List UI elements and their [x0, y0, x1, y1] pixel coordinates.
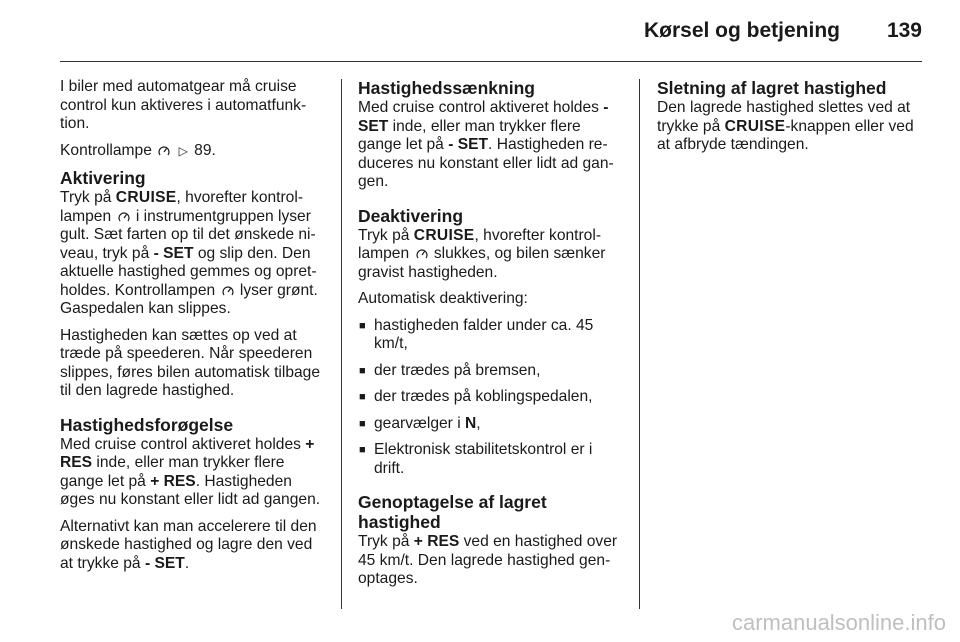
heading-decrease: Hastighedssænkning: [358, 78, 535, 98]
delete-paragraph: Den lagrede hastighed slettes ved at trykke på CRUISE-knappen eller ved at afbryde tændingen.: [657, 99, 914, 153]
list-item: ■ der trædes på bremsen,: [358, 362, 624, 381]
auto-deactivation-label: Automatisk deaktivering:: [358, 290, 528, 307]
cruise-lamp-icon: [222, 286, 234, 296]
column-divider-1: [341, 79, 342, 609]
list-item: ■ gearvælger i N,: [358, 415, 624, 434]
increase-paragraph-1: Med cruise control aktiveret holdes + RES inde, eller man trykker flere gange let på + RES. Hastigheden øges nu konstant eller lidt ad gangen.: [60, 435, 321, 508]
activation-paragraph-1: Tryk på CRUISE, hvorefter kontrollampen i instrumentgruppen lyser gult. Sæt farten op til det ønskede niveau, tryk på - SET og slip den. Den aktuelle hastighed gemmes og opretholdes. Kontrollampen lyser grønt. Gaspedalen kan slippes.: [60, 189, 318, 317]
column-2: [358, 78, 624, 597]
increase-paragraph-2: Alternativt kan man accelerere til den ønskede hastighed og lagre den ved at trykke på - SET.: [60, 517, 317, 572]
deactivation-paragraph: Tryk på CRUISE, hvorefter kontrollampen slukkes, og bilen sænker gravist hastigheden.: [358, 226, 606, 281]
watermark: carmanualsonline.info: [731, 610, 946, 635]
column-3: [657, 78, 923, 163]
decrease-paragraph: Med cruise control aktiveret holdes - SET inde, eller man trykker flere gange let på - SET. Hastigheden reduceres nu konstant eller lidt ad gangen.: [358, 99, 614, 190]
heading-delete: Sletning af lagret hastighed: [657, 78, 887, 98]
intro-paragraph: I biler med automatgear må cruise control kun aktiveres i automatfunktion.: [60, 78, 307, 132]
cruise-lamp-icon: [118, 212, 130, 222]
list-item: ■ hastigheden falder under ca. 45 km/t,: [358, 317, 624, 354]
cruise-lamp-icon: [416, 249, 428, 259]
page-reference-icon: ▷: [178, 143, 188, 158]
page-number: 139: [886, 19, 922, 42]
header-rule: [60, 61, 922, 62]
auto-deactivation-list: [358, 317, 624, 479]
column-1: [60, 78, 326, 581]
heading-activation: Aktivering: [60, 168, 146, 188]
page-header: [0, 0, 960, 64]
lamp-reference: Kontrollampe ▷ 89.: [60, 141, 216, 159]
resume-paragraph: Tryk på + RES ved en hastighed over 45 km/t. Den lagrede hastighed genoptages.: [358, 533, 618, 587]
activation-paragraph-2: Hastigheden kan sættes op ved at træde på speederen. Når speederen slippes, føres bilen automatisk tilbage til den lagrede hastighed.: [60, 326, 321, 399]
list-item: ■ der trædes på koblingspedalen,: [358, 388, 624, 407]
heading-resume: Genoptagelse af lagret hastighed: [358, 492, 547, 532]
heading-deactivation: Deaktivering: [358, 205, 464, 226]
list-item: ■ Elektronisk stabilitetskontrol er i drift.: [358, 441, 624, 478]
column-divider-2: [639, 79, 640, 609]
page-title: Kørsel og betjening: [643, 19, 840, 42]
cruise-lamp-icon: [158, 146, 170, 156]
heading-increase: Hastighedsforøgelse: [60, 414, 234, 435]
